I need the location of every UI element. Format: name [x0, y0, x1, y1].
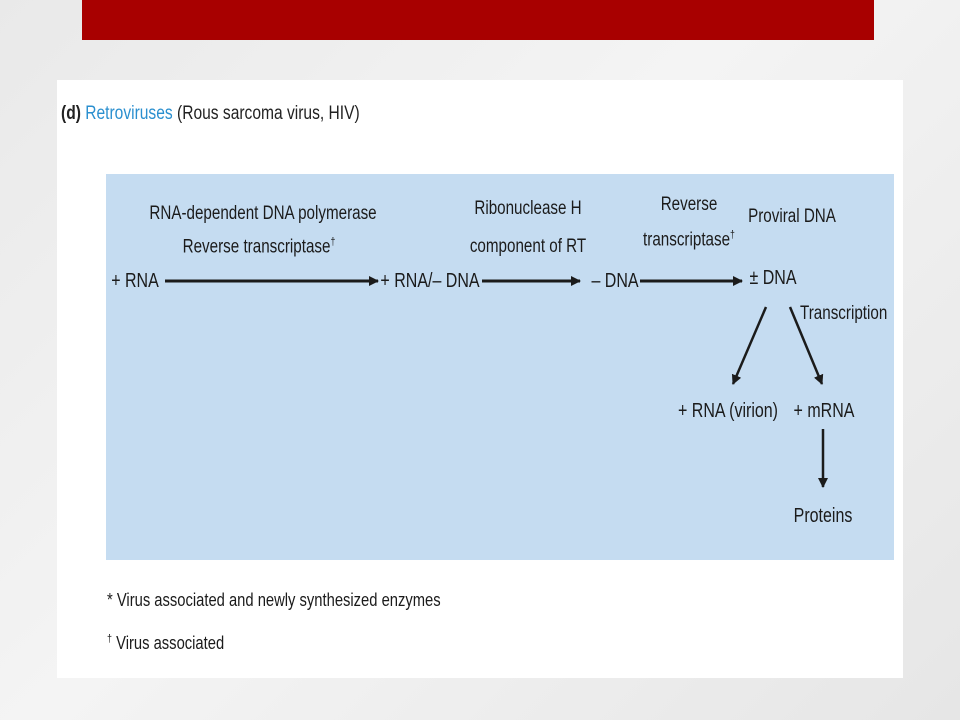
node-rna-dna-hybrid: + RNA/– DNA [380, 270, 480, 292]
node-mrna: + mRNA [793, 400, 855, 422]
step3-label-text: transcriptase [643, 229, 731, 251]
footnote-dagger-text: Virus associated [116, 633, 225, 653]
step1-label-line1: RNA-dependent DNA polymerase [149, 203, 377, 224]
step1-dagger: † [330, 236, 336, 248]
figure-heading-accent: Retroviruses [85, 103, 173, 124]
step3-dagger: † [730, 229, 735, 241]
node-rna-virion: + RNA (virion) [677, 400, 779, 422]
proviral-dna-label: Proviral DNA [748, 206, 836, 227]
step3-label-line1: Reverse [660, 194, 718, 215]
step1-label-text: Reverse transcriptase [182, 236, 331, 258]
step2-label-line1: Ribonuclease H [474, 198, 582, 219]
transcription-label: Transcription [800, 303, 888, 324]
arrow-proviral-to-virion-rna [733, 307, 766, 384]
footnote-star: * Virus associated and newly synthesized enzymes [107, 590, 441, 610]
footnote-dagger [107, 633, 224, 654]
figure-heading-rest: (Rous sarcoma virus, HIV) [177, 103, 360, 124]
node-plus-minus-dna: ± DNA [749, 267, 797, 289]
node-minus-dna: – DNA [591, 270, 639, 292]
node-proteins: Proteins [793, 505, 853, 527]
node-plus-rna: + RNA [111, 270, 159, 292]
footnote-dagger-mark: † [107, 633, 113, 645]
step2-label-line2: component of RT [469, 236, 587, 257]
arrow-proviral-to-mrna [790, 307, 822, 384]
figure-letter: (d) [61, 103, 81, 124]
